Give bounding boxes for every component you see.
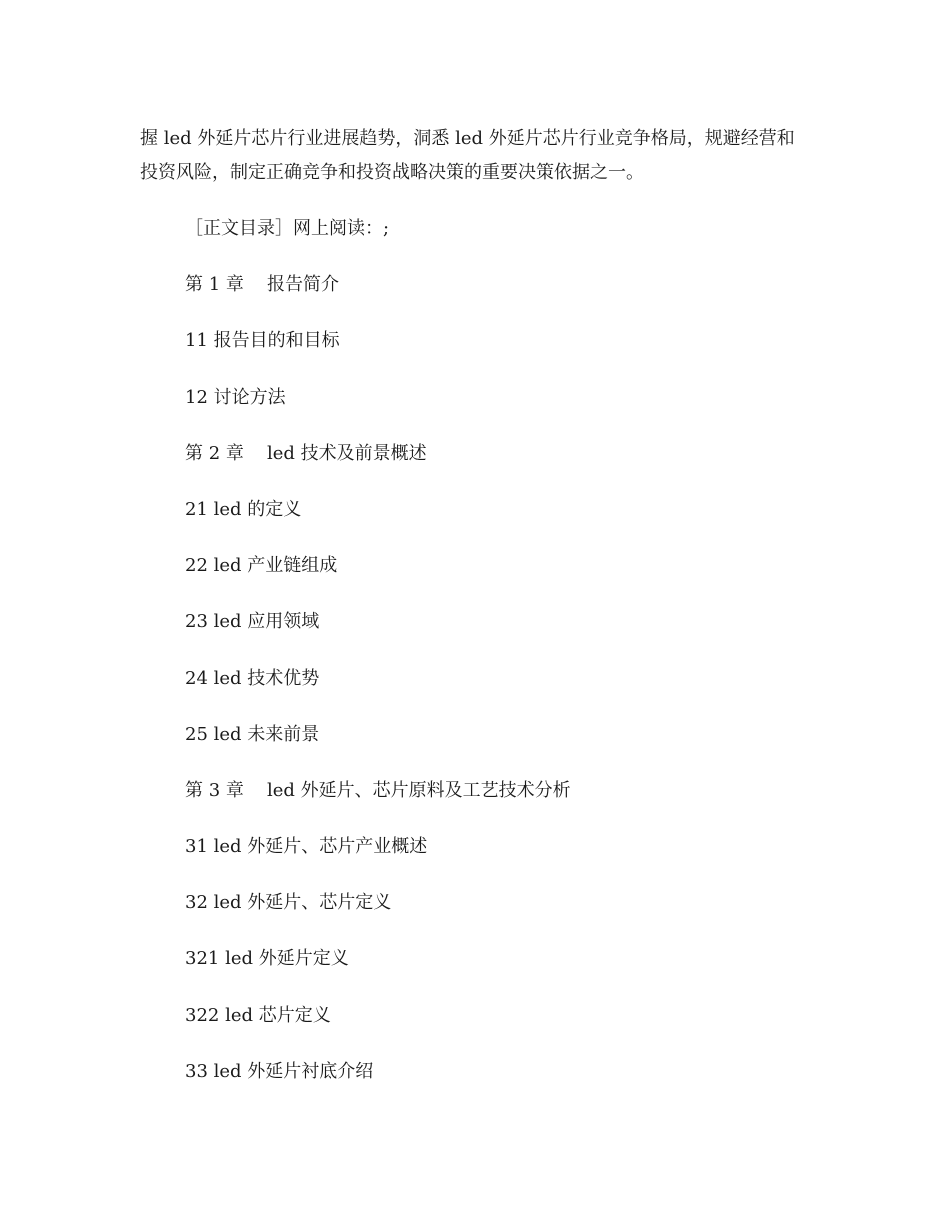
- toc-title: 报告简介: [267, 274, 339, 296]
- toc-number: 12: [185, 386, 208, 408]
- intro-line-1: 握 led 外延片芯片行业进展趋势，洞悉 led 外延片芯片行业竞争格局，规避经营和: [140, 128, 795, 149]
- toc-title: led 应用领域: [213, 611, 320, 633]
- toc-section: [185, 1056, 805, 1112]
- toc-number: 11: [185, 330, 208, 352]
- toc-heading: ［正文目录］网上阅读：;: [185, 218, 390, 239]
- toc-number: 32: [185, 892, 208, 914]
- toc-section: [185, 719, 805, 775]
- toc-title: led 外延片衬底介绍: [213, 1060, 374, 1082]
- toc-number: 25: [185, 723, 208, 745]
- toc-title: 讨论方法: [213, 386, 286, 408]
- toc-title: led 的定义: [213, 498, 302, 520]
- toc-number: 第 1 章: [185, 274, 244, 296]
- toc-title: led 外延片、芯片产业概述: [213, 836, 428, 858]
- intro-paragraph: [140, 122, 820, 190]
- toc-title: led 未来前景: [213, 723, 320, 745]
- toc-title: 报告目的和目标: [213, 330, 340, 352]
- toc-number: 第 3 章: [185, 779, 244, 801]
- toc-section: [185, 1000, 805, 1056]
- toc-chapter: [185, 269, 805, 325]
- toc-section: [185, 550, 805, 606]
- toc-number: 22: [185, 555, 208, 577]
- toc-title: led 技术优势: [213, 667, 320, 689]
- toc-section: [185, 943, 805, 999]
- toc-number: 31: [185, 836, 208, 858]
- toc-number: 24: [185, 667, 208, 689]
- toc-number: 第 2 章: [185, 442, 244, 464]
- toc-title: led 芯片定义: [225, 1004, 331, 1026]
- toc-title: led 技术及前景概述: [267, 442, 427, 464]
- table-of-contents: [185, 213, 805, 1112]
- toc-section: [185, 494, 805, 550]
- intro-line-2: 投资风险，制定正确竞争和投资战略决策的重要决策依据之一。: [140, 162, 644, 183]
- toc-chapter: [185, 775, 805, 831]
- toc-section: [185, 831, 805, 887]
- toc-section: [185, 325, 805, 381]
- toc-section: [185, 606, 805, 662]
- toc-section: [185, 663, 805, 719]
- toc-number: 321: [185, 948, 220, 970]
- toc-number: 322: [185, 1004, 220, 1026]
- toc-number: 21: [185, 498, 208, 520]
- toc-chapter: [185, 438, 805, 494]
- toc-title: led 外延片、芯片原料及工艺技术分析: [267, 779, 571, 801]
- toc-number: 33: [185, 1060, 208, 1082]
- toc-number: 23: [185, 611, 208, 633]
- toc-title: led 产业链组成: [213, 555, 338, 577]
- toc-title: led 外延片、芯片定义: [213, 892, 392, 914]
- toc-section: [185, 887, 805, 943]
- toc-title: led 外延片定义: [225, 948, 349, 970]
- toc-section: [185, 382, 805, 438]
